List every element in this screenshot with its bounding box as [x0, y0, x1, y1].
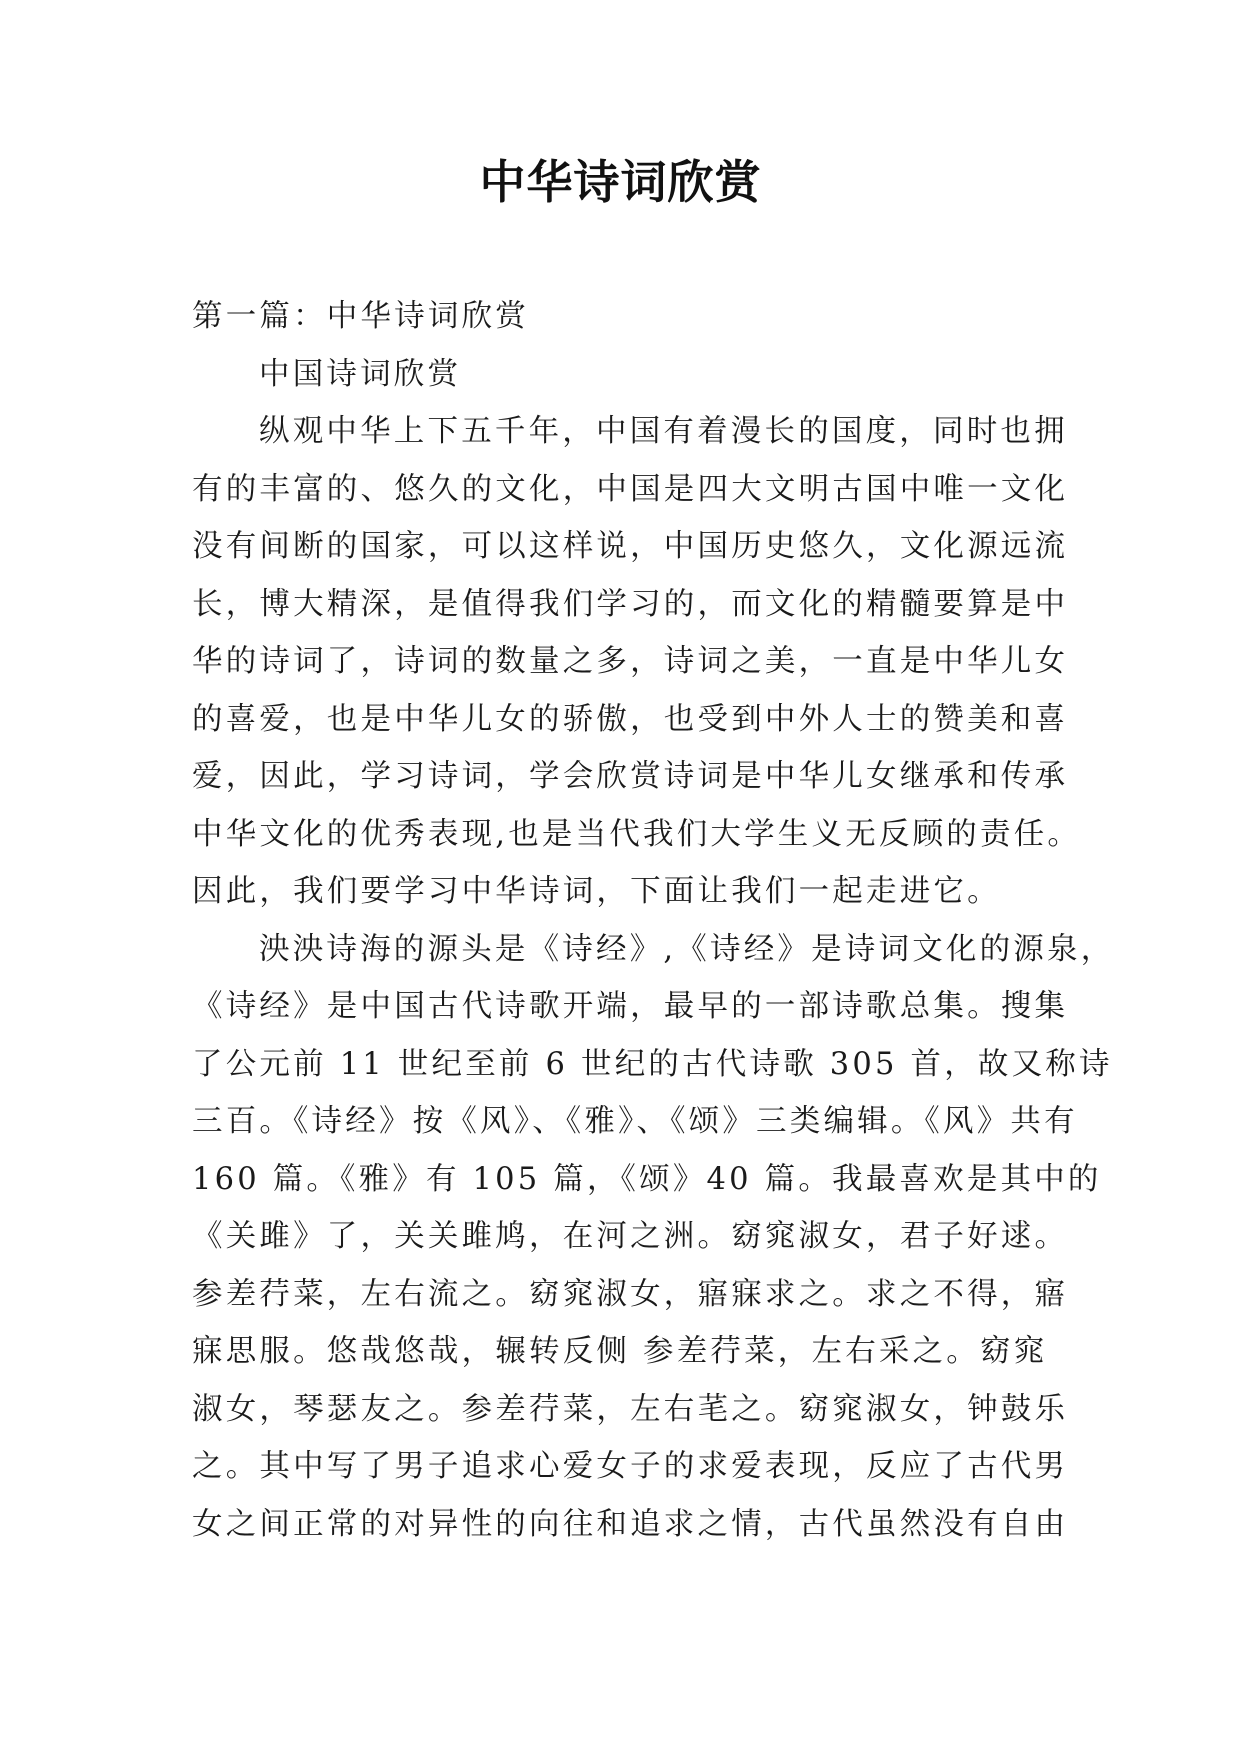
paragraph-line: 寐思服。悠哉悠哉，辗转反侧 参差荇菜，左右采之。窈窕: [192, 1334, 1048, 1369]
paragraph-line: 没有间断的国家，可以这样说，中国历史悠久，文化源远流: [192, 529, 1069, 564]
paragraph-line: 160 篇。《雅》有 105 篇，《颂》40 篇。我最喜欢是其中的: [192, 1161, 1102, 1197]
document-body: [192, 288, 1115, 1553]
paragraph-line: 华的诗词了，诗词的数量之多，诗词之美，一直是中华儿女: [192, 644, 1069, 679]
paragraph-line: 中华文化的优秀表现,也是当代我们大学生义无反顾的责任。: [192, 816, 1082, 852]
paragraph-line: 因此，我们要学习中华诗词，下面让我们一起走进它。: [192, 874, 1001, 909]
paragraph-line: 长，博大精深，是值得我们学习的，而文化的精髓要算是中: [192, 586, 1069, 622]
paragraph-line: 了公元前 11 世纪至前 6 世纪的古代诗歌 305 首，故又称诗: [192, 1046, 1113, 1082]
paragraph-line: 淑女，琴瑟友之。参差荇菜，左右芼之。窈窕淑女，钟鼓乐: [192, 1391, 1069, 1427]
paragraph-line: 爱，因此，学习诗词，学会欣赏诗词是中华儿女继承和传承: [192, 759, 1069, 794]
paragraph-line: 《诗经》是中国古代诗歌开端，最早的一部诗歌总集。搜集: [192, 989, 1069, 1024]
paragraph-line: 有的丰富的、悠久的文化，中国是四大文明古国中唯一文化: [192, 471, 1069, 507]
paragraph-line: 参差荇菜，左右流之。窈窕淑女，寤寐求之。求之不得，寤: [192, 1276, 1069, 1312]
paragraph-line: 《关雎》了，关关雎鸠，在河之洲。窈窕淑女，君子好逑。: [192, 1219, 1069, 1254]
paragraph-line: 纵观中华上下五千年，中国有着漫长的国度，同时也拥: [259, 414, 1068, 449]
paragraph-line: 女之间正常的对异性的向往和追求之情，古代虽然没有自由: [192, 1506, 1069, 1542]
subheading: 中国诗词欣赏: [259, 356, 462, 392]
document-title: 中华诗词欣赏: [479, 155, 762, 209]
section-heading: 第一篇：中华诗词欣赏: [192, 299, 529, 334]
paragraph-line: 之。其中写了男子追求心爱女子的求爱表现，反应了古代男: [192, 1449, 1069, 1484]
paragraph-line: 三百。《诗经》按《风》、《雅》、《颂》三类编辑。《风》共有: [192, 1104, 1078, 1139]
paragraph-line: 的喜爱，也是中华儿女的骄傲，也受到中外人士的赞美和喜: [192, 701, 1069, 737]
paragraph-line: 泱泱诗海的源头是《诗经》,《诗经》是诗词文化的源泉，: [259, 931, 1115, 967]
